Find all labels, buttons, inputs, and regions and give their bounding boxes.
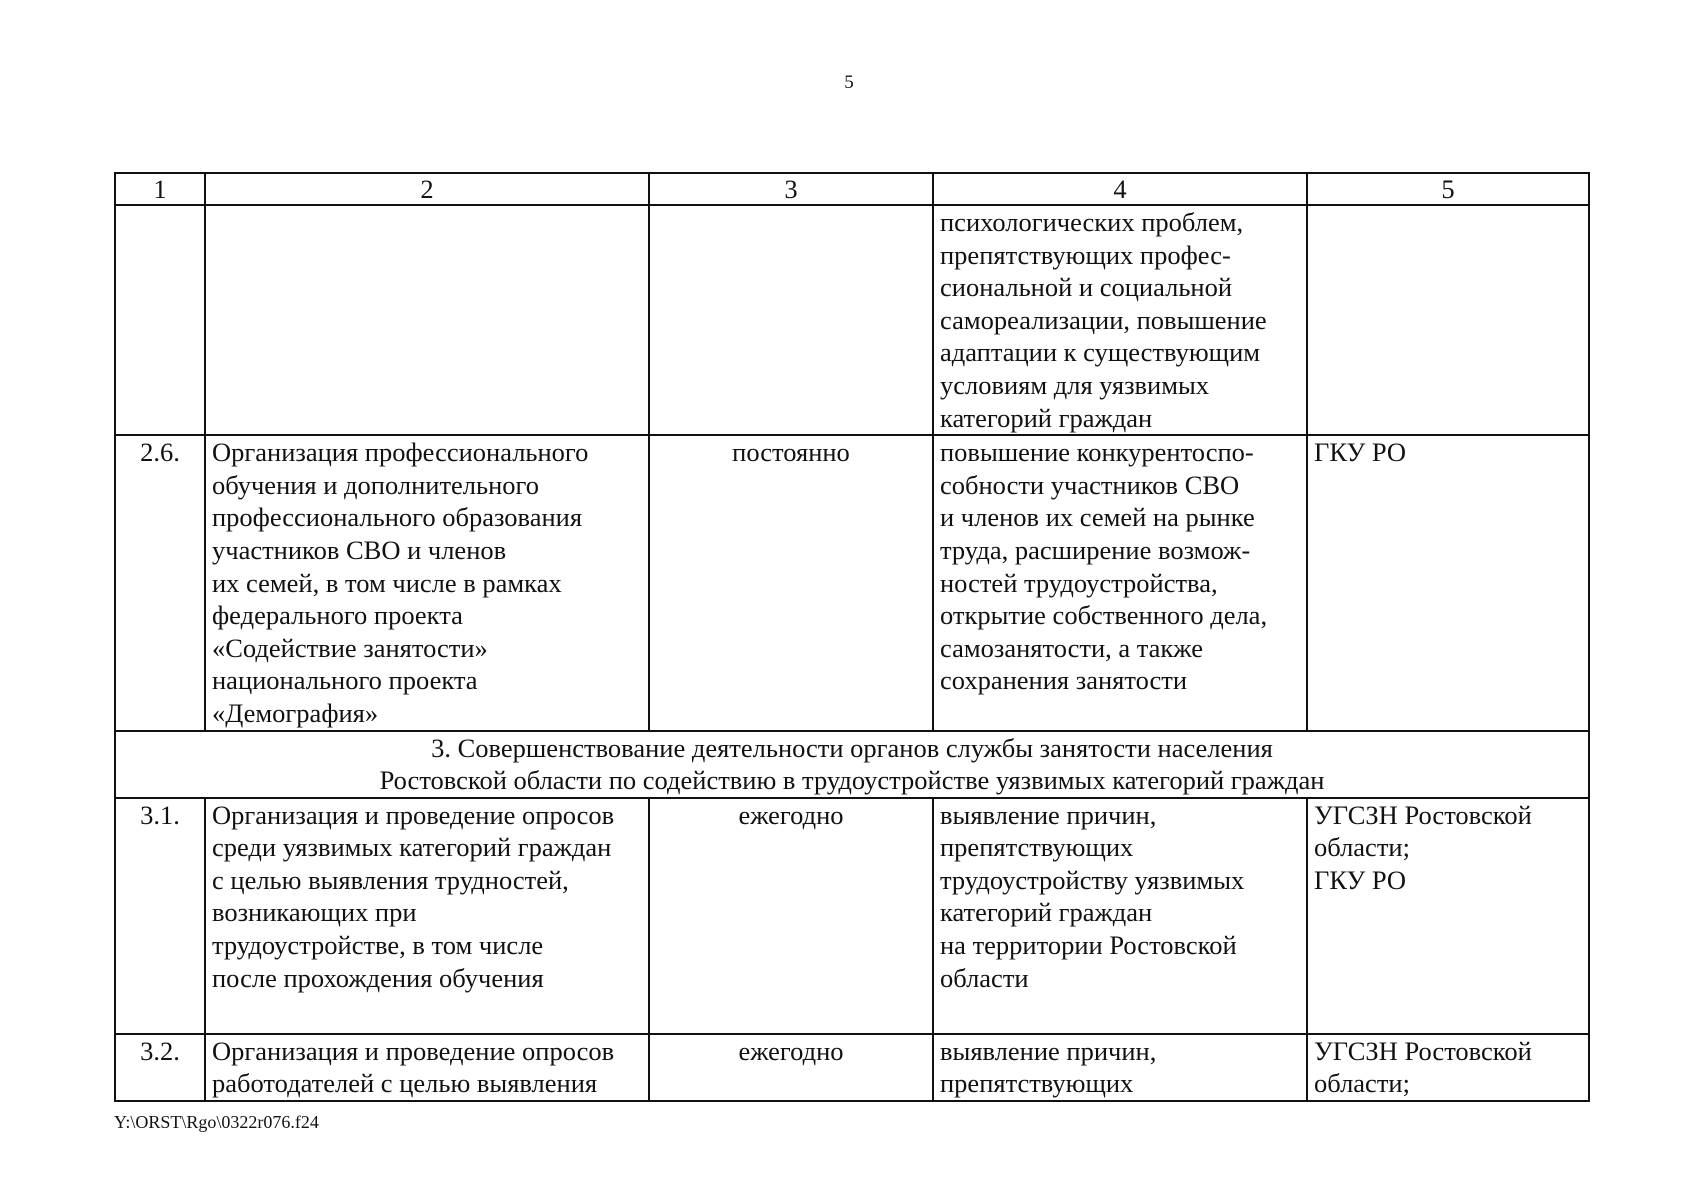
row-number: 2.6. [115, 435, 205, 730]
row-number [115, 205, 205, 435]
column-number-5: 5 [1307, 173, 1589, 205]
table-row [115, 1034, 1589, 1101]
table-row [115, 435, 1589, 730]
column-number-2: 2 [205, 173, 649, 205]
measures-table [114, 172, 1590, 1102]
page-number: 5 [844, 72, 854, 93]
column-number-1: 1 [115, 173, 205, 205]
row-number: 3.2. [115, 1034, 205, 1101]
period-cell: ежегодно [649, 1034, 933, 1101]
column-number-4: 4 [933, 173, 1307, 205]
row-number: 3.1. [115, 798, 205, 1034]
result-cell: выявление причин, препятствующих трудоустройству уязвимых категорий граждан на территории Ростовской области [933, 798, 1307, 1034]
period-cell [649, 205, 933, 435]
table-header-row [115, 173, 1589, 205]
result-cell: выявление причин, препятствующих [933, 1034, 1307, 1101]
result-cell: психологических проблем, препятствующих профес- сиональной и социальной самореализации, повышение адаптации к существующим условиям для уязвимых категорий граждан [933, 205, 1307, 435]
event-cell: Организация и проведение опросов работодателей с целью выявления [205, 1034, 649, 1101]
table-row [115, 205, 1589, 435]
section-heading-row [115, 731, 1589, 798]
period-cell: ежегодно [649, 798, 933, 1034]
result-cell: повышение конкурентоспо- собности участников СВО и членов их семей на рынке труда, расширение возмож- ностей трудоустройства, открытие собственного дела, самозанятости, а также сохранения занятости [933, 435, 1307, 730]
period-cell: постоянно [649, 435, 933, 730]
file-path-footer: Y:\ORST\Rgo\0322r076.f24 [114, 1112, 319, 1132]
column-number-3: 3 [649, 173, 933, 205]
event-cell: Организация и проведение опросов среди уязвимых категорий граждан с целью выявления трудностей, возникающих при трудоустройстве, в том числе после прохождения обучения [205, 798, 649, 1034]
event-cell: Организация профессионального обучения и дополнительного профессионального образования участников СВО и членов их семей, в том числе в рамках федерального проекта «Содействие занятости» национального проекта «Демография» [205, 435, 649, 730]
executor-cell: ГКУ РО [1307, 435, 1589, 730]
executor-cell [1307, 205, 1589, 435]
event-cell [205, 205, 649, 435]
section-heading: 3. Совершенствование деятельности органов службы занятости населения Ростовской области по содействию в трудоустройстве уязвимых категорий граждан [115, 731, 1589, 798]
executor-cell: УГСЗН Ростовской области; [1307, 1034, 1589, 1101]
table-row [115, 798, 1589, 1034]
executor-cell: УГСЗН Ростовской области; ГКУ РО [1307, 798, 1589, 1034]
